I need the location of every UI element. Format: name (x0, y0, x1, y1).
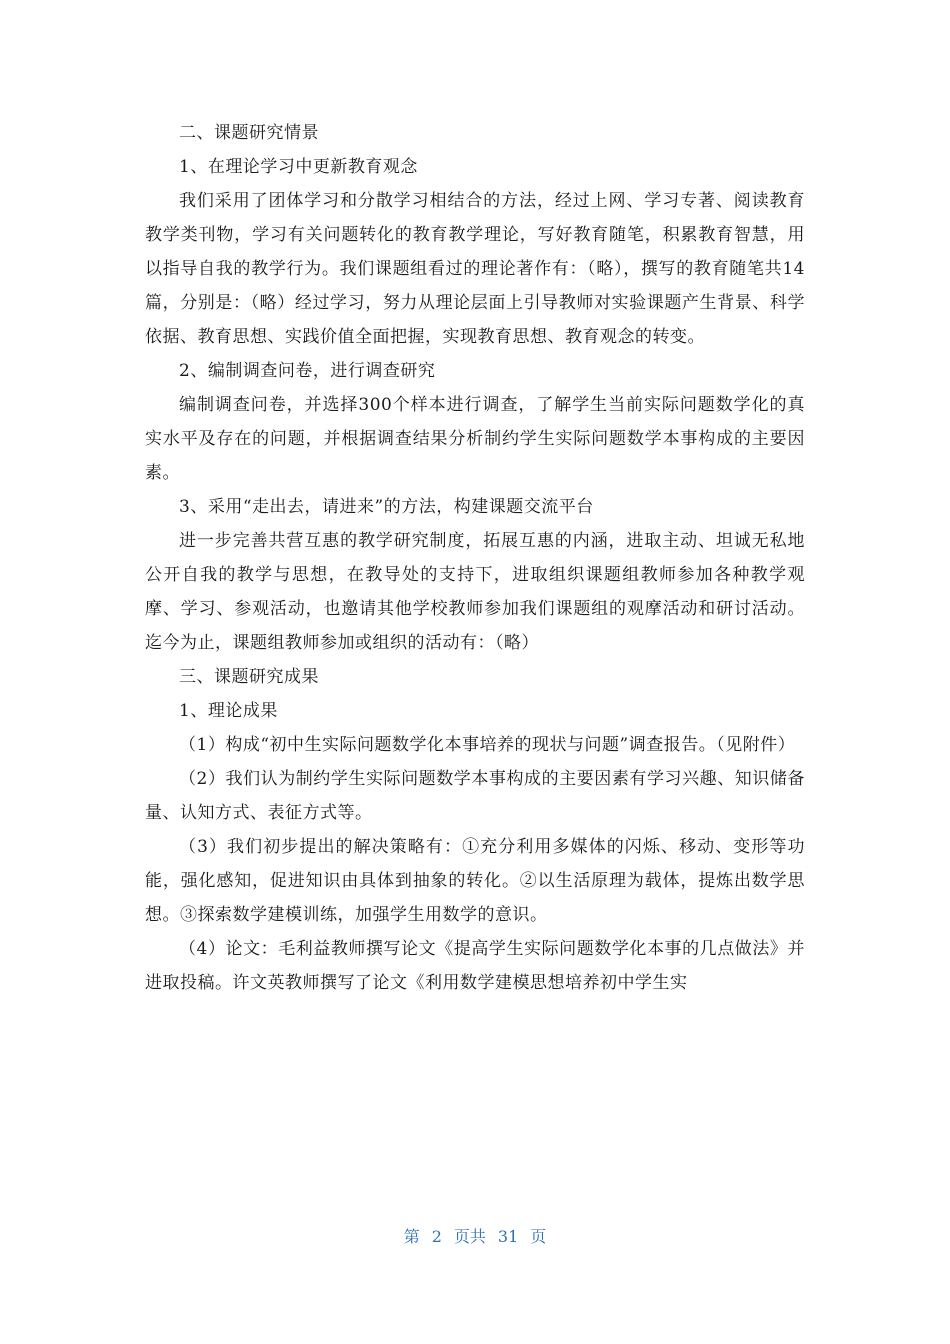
footer-prefix: 第 (403, 1227, 420, 1246)
body-paragraph: （3）我们初步提出的解决策略有：①充分利用多媒体的闪烁、移动、变形等功能，强化感知，促进知识由具体到抽象的转化。②以生活原理为载体，提炼出数学思想。③探索数学建模训练，加强学生用数学的意识。 (145, 837, 805, 925)
body-paragraph: （4）论文：毛利益教师撰写论文《提高学生实际问题数学化本事的几点做法》并进取投稿。许文英教师撰写了论文《利用数学建模思想培养初中学生实 (145, 939, 805, 993)
body-paragraph: （2）我们认为制约学生实际问题数学本事构成的主要因素有学习兴趣、知识储备量、认知方式、表征方式等。 (145, 769, 805, 823)
section-heading: 三、课题研究成果 (179, 667, 319, 687)
subsection-heading: 3、采用“走出去，请进来”的方法，构建课题交流平台 (179, 497, 594, 517)
footer-suffix: 页 (530, 1227, 547, 1246)
document-body (145, 116, 805, 1000)
body-paragraph: 我们采用了团体学习和分散学习相结合的方法，经过上网、学习专著、阅读教育教学类刊物，学习有关问题转化的教育教学理论，写好教育随笔，积累教育智慧，用以指导自我的教学行为。我们课题组看过的理论著作有：（略），撰写的教育随笔共14篇，分别是：（略）经过学习，努力从理论层面上引导教师对实验课题产生背景、科学依据、教育思想、实践价值全面把握，实现教育思想、教育观念的转变。 (145, 191, 805, 347)
body-paragraph: 编制调查问卷，并选择300个样本进行调查，了解学生当前实际问题数学化的真实水平及存在的问题，并根据调查结果分析制约学生实际问题数学本事构成的主要因素。 (145, 395, 805, 483)
body-paragraph: 进一步完善共营互惠的教学研究制度，拓展互惠的内涵，进取主动、坦诚无私地公开自我的教学与思想，在教导处的支持下，进取组织课题组教师参加各种教学观摩、学习、参观活动，也邀请其他学校教师参加我们课题组的观摩活动和研讨活动。迄今为止，课题组教师参加或组织的活动有：（略） (145, 531, 805, 653)
total-page-count: 31 (497, 1227, 519, 1246)
subsection-heading: 1、理论成果 (179, 701, 278, 721)
footer-middle: 页共 (453, 1227, 486, 1246)
section-heading: 二、课题研究情景 (179, 123, 319, 143)
subsection-heading: 1、在理论学习中更新教育观念 (179, 157, 418, 177)
current-page-number: 2 (431, 1227, 442, 1246)
subsection-heading: 2、编制调查问卷，进行调查研究 (179, 361, 436, 381)
page-number-footer (0, 1224, 950, 1247)
body-paragraph: （1）构成“初中生实际问题数学化本事培养的现状与问题”调查报告。（见附件） (179, 735, 796, 755)
